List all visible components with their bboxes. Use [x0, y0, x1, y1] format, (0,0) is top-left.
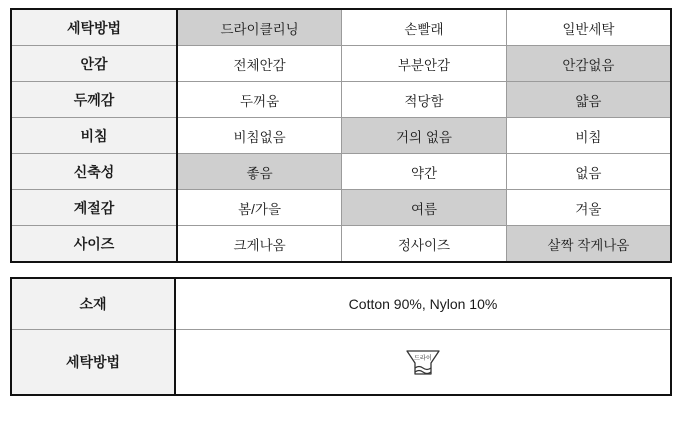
attribute-option[interactable]: 전체안감: [177, 46, 342, 82]
table-row: [11, 190, 671, 226]
material-table: [10, 277, 672, 396]
attribute-label: 안감: [11, 46, 177, 82]
table-row: [11, 118, 671, 154]
material-value: Cotton 90%, Nylon 10%: [175, 278, 671, 330]
attribute-option[interactable]: 안감없음: [506, 46, 671, 82]
table-row: [11, 330, 671, 396]
care-icon-label: 드라이: [414, 355, 432, 362]
attribute-option[interactable]: 좋음: [177, 154, 342, 190]
attribute-option[interactable]: 적당함: [342, 82, 507, 118]
attribute-option[interactable]: 크게나옴: [177, 226, 342, 263]
attribute-option[interactable]: 얇음: [506, 82, 671, 118]
attribute-label: 계절감: [11, 190, 177, 226]
attribute-option[interactable]: 약간: [342, 154, 507, 190]
table-row: [11, 154, 671, 190]
attribute-option[interactable]: 정사이즈: [342, 226, 507, 263]
attribute-option[interactable]: 겨울: [506, 190, 671, 226]
attribute-option[interactable]: 드라이클리닝: [177, 9, 342, 46]
attribute-option[interactable]: 비침: [506, 118, 671, 154]
table-row: [11, 226, 671, 263]
attribute-label: 신축성: [11, 154, 177, 190]
attribute-label: 두께감: [11, 82, 177, 118]
material-label: 소재: [11, 278, 175, 330]
attribute-option[interactable]: 봄/가을: [177, 190, 342, 226]
table-row: [11, 278, 671, 330]
attribute-option[interactable]: 손빨래: [342, 9, 507, 46]
attribute-label: 사이즈: [11, 226, 177, 263]
table-row: [11, 46, 671, 82]
care-value: [175, 330, 671, 396]
attribute-option[interactable]: 부분안감: [342, 46, 507, 82]
material-table-body: [11, 278, 671, 395]
table-spacer: [10, 263, 672, 277]
attribute-option[interactable]: 일반세탁: [506, 9, 671, 46]
attribute-option[interactable]: 살짝 작게나옴: [506, 226, 671, 263]
attribute-option[interactable]: 여름: [342, 190, 507, 226]
attribute-label: 비침: [11, 118, 177, 154]
dry-clean-icon: [397, 341, 449, 381]
attribute-option[interactable]: 없음: [506, 154, 671, 190]
table-row: [11, 82, 671, 118]
attribute-option[interactable]: 비침없음: [177, 118, 342, 154]
attribute-table-body: [11, 9, 671, 262]
attribute-label: 세탁방법: [11, 9, 177, 46]
table-row: [11, 9, 671, 46]
attribute-table: [10, 8, 672, 263]
attribute-option[interactable]: 두꺼움: [177, 82, 342, 118]
attribute-option[interactable]: 거의 없음: [342, 118, 507, 154]
care-label: 세탁방법: [11, 330, 175, 396]
